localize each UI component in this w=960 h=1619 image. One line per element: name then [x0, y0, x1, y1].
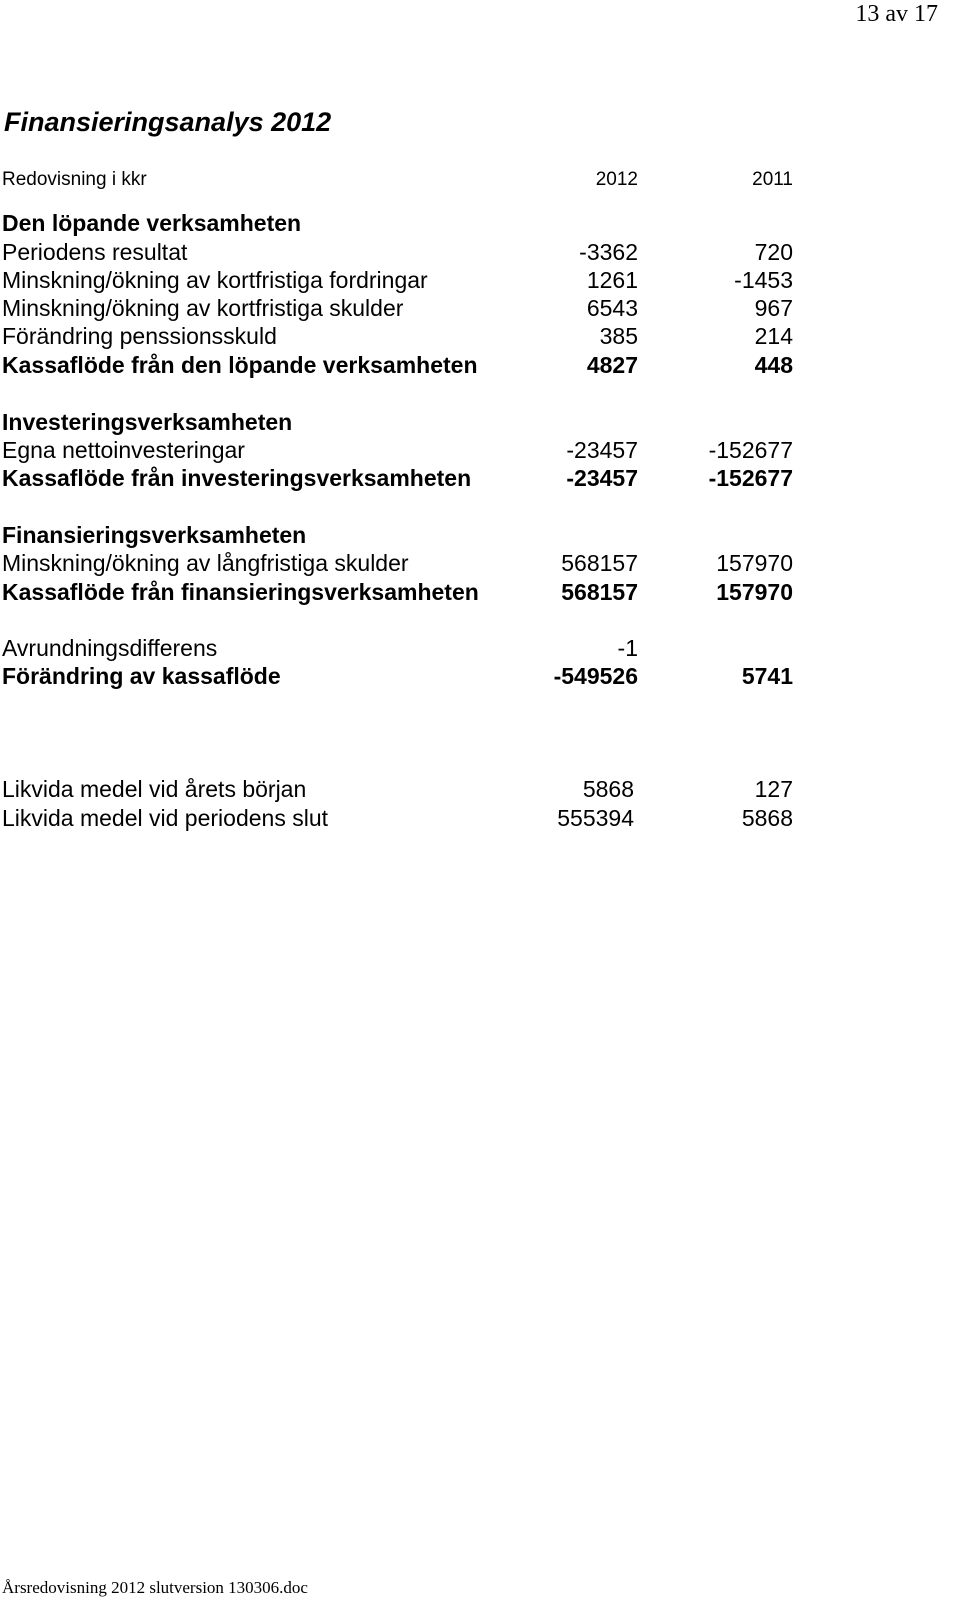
section-title-investing: Investeringsverksamheten	[2, 409, 293, 435]
table-row	[0, 436, 960, 465]
row-label: Likvida medel vid periodens slut	[2, 805, 329, 831]
table-row	[0, 266, 960, 295]
table-row	[0, 238, 960, 267]
section-title-operating: Den löpande verksamheten	[2, 210, 302, 236]
value-2012: -3362	[579, 239, 638, 265]
page-title: Finansieringsanalys 2012	[4, 107, 332, 137]
total-value-2012: -549526	[553, 663, 638, 689]
total-label: Kassaflöde från investeringsverksamheten	[2, 465, 472, 491]
total-label: Kassaflöde från finansieringsverksamheten	[2, 579, 479, 605]
header-label: Redovisning i kkr	[2, 169, 147, 190]
row-label: Likvida medel vid årets början	[2, 776, 307, 802]
value-2012: -23457	[566, 437, 638, 463]
document-footer: Årsredovisning 2012 slutversion 130306.doc	[2, 1578, 308, 1597]
total-value-2011: 157970	[716, 579, 793, 605]
total-value-2012: -23457	[566, 465, 638, 491]
header-year-2011: 2011	[752, 169, 793, 190]
value-2012: 385	[599, 323, 638, 349]
value-2011: 5868	[741, 805, 793, 831]
page-number: 13 av 17	[855, 1, 938, 27]
value-2011: 214	[754, 323, 793, 349]
row-label: Periodens resultat	[2, 239, 188, 265]
liquidity-row-start	[0, 775, 960, 804]
row-label: Minskning/ökning av kortfristiga skulder	[2, 295, 404, 321]
rounding-row	[0, 634, 960, 663]
section-title-financing: Finansieringsverksamheten	[2, 522, 307, 548]
total-value-2011: -152677	[708, 465, 793, 491]
table-row	[0, 322, 960, 351]
total-row-financing	[0, 578, 960, 607]
value-2012: 5868	[582, 776, 634, 802]
header-year-2012: 2012	[595, 169, 638, 190]
value-2011: 967	[754, 295, 793, 321]
value-2011: 157970	[716, 550, 793, 576]
total-label: Kassaflöde från den löpande verksamheten	[2, 352, 478, 378]
total-row-operating	[0, 351, 960, 380]
value-2011: -152677	[708, 437, 793, 463]
total-row-investing	[0, 464, 960, 493]
total-value-2011: 5741	[741, 663, 793, 689]
total-label: Förändring av kassaflöde	[2, 663, 281, 689]
total-value-2012: 4827	[586, 352, 638, 378]
value-2012: 6543	[586, 295, 638, 321]
value-2012: 555394	[557, 805, 634, 831]
value-2012: 568157	[561, 550, 638, 576]
value-2011: -1453	[734, 267, 793, 293]
row-label: Avrundningsdifferens	[2, 635, 218, 661]
row-label: Minskning/ökning av långfristiga skulder	[2, 550, 409, 576]
table-row	[0, 549, 960, 578]
total-value-2011: 448	[754, 352, 793, 378]
value-2012: -1	[617, 635, 638, 661]
row-label: Minskning/ökning av kortfristiga fordringar	[2, 267, 428, 293]
liquidity-row-end	[0, 804, 960, 833]
row-label: Förändring penssionsskuld	[2, 323, 277, 349]
cashflow-change-row	[0, 662, 960, 691]
total-value-2012: 568157	[561, 579, 638, 605]
value-2011: 127	[754, 776, 793, 802]
value-2012: 1261	[586, 267, 638, 293]
table-header	[0, 166, 960, 194]
table-row	[0, 294, 960, 323]
value-2011: 720	[754, 239, 793, 265]
row-label: Egna nettoinvesteringar	[2, 437, 245, 463]
